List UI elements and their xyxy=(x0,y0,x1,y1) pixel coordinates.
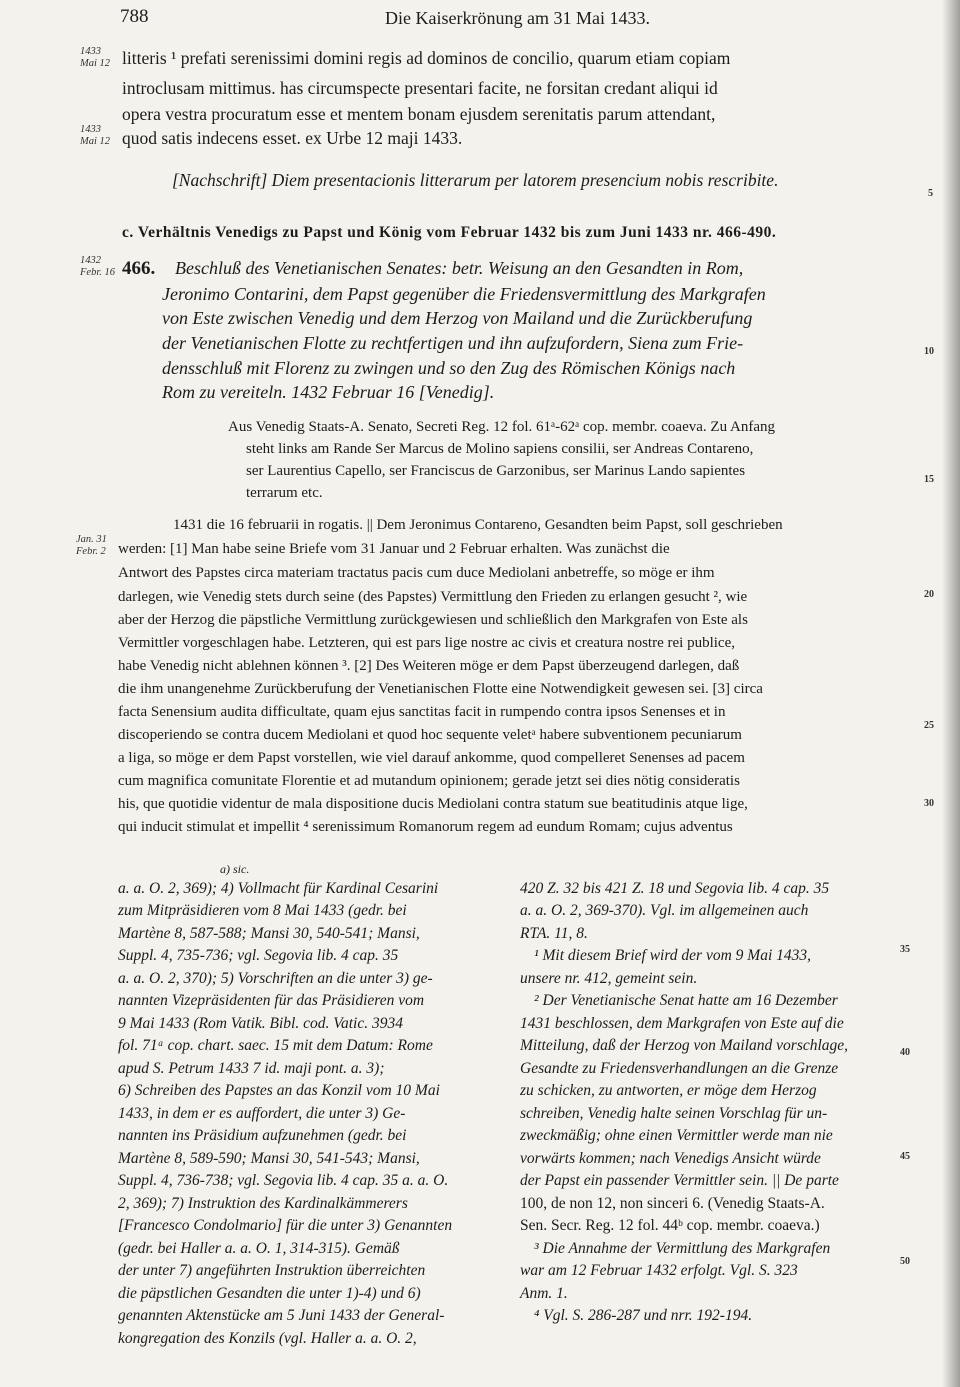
margin-date-1: 1433 Mai 12 xyxy=(80,46,111,69)
body-line: werden: [1] Man habe seine Briefe vom 31 Januar und 2 Februar erhalten. Was zunächst die xyxy=(118,541,670,557)
footnote-line: die päpstlichen Gesandten die unter 1)-4) und 6) xyxy=(118,1285,421,1302)
body-line: 1431 die 16 februarii in rogatis. || Dem Jeronimus Contareno, Gesandten beim Papst, soll geschrieben xyxy=(173,517,783,533)
line-number-40: 40 xyxy=(900,1047,910,1058)
line-number-45: 45 xyxy=(900,1151,910,1162)
margin-date-4: Jan. 31 Febr. 2 xyxy=(76,534,107,557)
footnote-line: zu schicken, zu antworten, er möge dem Herzog xyxy=(520,1082,817,1099)
footnote-line: Sen. Secr. Reg. 12 fol. 44ᵇ cop. membr. coaeva.) xyxy=(520,1217,820,1234)
footnote-line: der Papst ein passender Vermittler sein. || De parte xyxy=(520,1172,839,1189)
body-line: qui inducit stimulat et impellit ⁴ serenissimum Romanorum regem ad eundum Romam; cujus adventus xyxy=(118,819,733,835)
footnote-line: ³ Die Annahme der Vermittlung des Markgrafen xyxy=(534,1240,831,1257)
footnote-line: 1433, in dem er es auffordert, die unter 3) Ge- xyxy=(118,1105,406,1122)
section-heading: c. Verhältnis Venedigs zu Papst und König vom Februar 1432 bis zum Juni 1433 nr. 466-490. xyxy=(122,224,777,241)
running-title: Die Kaiserkrönung am 31 Mai 1433. xyxy=(385,8,650,28)
text-line: introclusam mittimus. has circumspecte presentari facite, ne forsitan credant aliqui id xyxy=(122,78,718,98)
margin-date-2: 1433 Mai 12 xyxy=(80,124,111,147)
footnote-line: 100, de non 12, non sinceri 6. (Venedig Staats-A. xyxy=(520,1195,825,1212)
footnote-line: Martène 8, 587-588; Mansi 30, 540-541; Mansi, xyxy=(118,925,420,942)
footnote-line: nannten ins Präsidium aufzunehmen (gedr. bei xyxy=(118,1127,407,1144)
footnote-line: war am 12 Februar 1432 erfolgt. Vgl. S. 323 xyxy=(520,1262,798,1279)
footnote-line: unsere nr. 412, gemeint sein. xyxy=(520,970,698,987)
line-number-20: 20 xyxy=(924,589,934,600)
footnote-line: Mitteilung, daß der Herzog von Mailand vorschlage, xyxy=(520,1037,849,1054)
summary-line: Jeronimo Contarini, dem Papst gegenüber die Friedensvermittlung des Markgrafen xyxy=(162,284,766,304)
line-number-50: 50 xyxy=(900,1256,910,1267)
entry-number: 466. xyxy=(122,258,156,279)
footnote-line: ² Der Venetianische Senat hatte am 16 Dezember xyxy=(534,992,838,1009)
line-number-5: 5 xyxy=(928,188,933,199)
footnote-line: genannten Aktenstücke am 5 Juni 1433 der General- xyxy=(118,1307,445,1324)
footnote-line: [Francesco Condolmario] für die unter 3) Genannten xyxy=(118,1217,453,1234)
footnote-line: ¹ Mit diesem Brief wird der vom 9 Mai 1433, xyxy=(534,947,812,964)
line-number-10: 10 xyxy=(924,346,934,357)
line-number-30: 30 xyxy=(924,798,934,809)
body-line: aber der Herzog die päpstliche Vermittlung zurückgewiesen und schließlich den Markgrafen von Este als xyxy=(118,612,748,628)
footnote-line: (gedr. bei Haller a. a. O. 1, 314-315). Gemäß xyxy=(118,1240,400,1257)
body-line: habe Venedig nicht ablehnen können ³. [2] Des Weiteren möge er dem Papst überzeugend darlegen, daß xyxy=(118,658,740,674)
footnote-line: fol. 71ᵃ cop. chart. saec. 15 mit dem Datum: Rome xyxy=(118,1037,433,1054)
footnote-line: Suppl. 4, 735-736; vgl. Segovia lib. 4 cap. 35 xyxy=(118,947,399,964)
footnote-line: zum Mitpräsidieren vom 8 Mai 1433 (gedr. bei xyxy=(118,902,407,919)
footnote-line: 6) Schreiben des Papstes an das Konzil vom 10 Mai xyxy=(118,1082,440,1099)
footnote-line: RTA. 11, 8. xyxy=(520,925,588,942)
footnote-line: a. a. O. 2, 369-370). Vgl. im allgemeinen auch xyxy=(520,902,809,919)
body-line: die ihm unangenehme Zurückberufung der Venetianischen Flotte eine Notwendigkeit gewesen sei. [3] circa xyxy=(118,681,763,697)
summary-line: Rom zu vereiteln. 1432 Februar 16 [Venedig]. xyxy=(162,382,495,402)
text-line: quod satis indecens esset. ex Urbe 12 maji 1433. xyxy=(122,128,463,148)
body-line: a liga, so möge er dem Papst vorstellen, wie viel darauf ankomme, quod compelleret Senenses ad pacem xyxy=(118,750,745,766)
footnote-a: a) sic. xyxy=(220,862,250,876)
summary-line: der Venetianischen Flotte zu rechtfertigen und ihn aufzufordern, Siena zum Frie- xyxy=(162,333,744,353)
text-line: opera vestra procuratum esse et mentem bonam ejusdem serenitatis parum attendant, xyxy=(122,104,716,124)
footnote-line: der unter 7) angeführten Instruktion überreichten xyxy=(118,1262,426,1279)
footnote-line: schreiben, Venedig halte seinen Vorschlag für un- xyxy=(520,1105,828,1122)
footnote-line: 420 Z. 32 bis 421 Z. 18 und Segovia lib. 4 cap. 35 xyxy=(520,880,830,897)
body-line: Vermittler vorgeschlagen habe. Letzteren, qui est pars lige nostre ac civis et creatura nostre rei publice, xyxy=(118,635,735,651)
line-number-25: 25 xyxy=(924,720,934,731)
margin-date-3: 1432 Febr. 16 xyxy=(80,255,115,278)
page-number: 788 xyxy=(120,6,149,27)
footnote-line: Suppl. 4, 736-738; vgl. Segovia lib. 4 cap. 35 a. a. O. xyxy=(118,1172,449,1189)
summary-line: von Este zwischen Venedig und dem Herzog von Mailand und die Zurückberufung xyxy=(162,308,753,328)
page-edge-shadow xyxy=(942,0,960,1387)
source-line: terrarum etc. xyxy=(246,485,323,501)
text-line: litteris ¹ prefati serenissimi domini regis ad dominos de concilio, quarum etiam copiam xyxy=(122,48,731,68)
source-line: steht links am Rande Ser Marcus de Molino sapiens consilii, ser Andreas Contareno, xyxy=(246,441,754,457)
footnote-line: vorwärts kommen; nach Venedigs Ansicht würde xyxy=(520,1150,821,1167)
body-line: discoperiendo se contra ducem Mediolani et quod hoc sequente veletᵃ habere subventionem pecuniarum xyxy=(118,727,742,743)
footnote-line: apud S. Petrum 1433 7 id. maji pont. a. 3); xyxy=(118,1060,385,1077)
footnote-line: nannten Vizepräsidenten für das Präsidieren vom xyxy=(118,992,425,1009)
footnote-line: Anm. 1. xyxy=(520,1285,568,1302)
line-number-35: 35 xyxy=(900,944,910,955)
footnote-line: a. a. O. 2, 369); 4) Vollmacht für Kardinal Cesarini xyxy=(118,880,439,897)
summary-line: Beschluß des Venetianischen Senates: betr. Weisung an den Gesandten in Rom, xyxy=(175,258,744,278)
body-line: Antwort des Papstes circa materiam tractatus pacis cum duce Mediolani anbetreffe, so möge er ihm xyxy=(118,565,715,581)
summary-line: densschluß mit Florenz zu zwingen und so den Zug des Römischen Königs nach xyxy=(162,358,736,378)
footnote-line: ⁴ Vgl. S. 286-287 und nrr. 192-194. xyxy=(534,1307,753,1324)
body-line: facta Senensium audita difficultate, quam ejus sanctitas facit in rumpendo contra ipsos Senenses et in xyxy=(118,704,726,720)
source-line: ser Laurentius Capello, ser Franciscus de Garzonibus, ser Marinus Lando sapientes xyxy=(246,463,746,479)
footnote-line: 1431 beschlossen, dem Markgrafen von Este auf die xyxy=(520,1015,844,1032)
body-line: his, que quotidie videntur de mala dispositione ducis Mediolani contra statum sue beatitudinis atque lige, xyxy=(118,796,748,812)
footnote-line: zweckmäßig; ohne einen Vermittler werde man nie xyxy=(520,1127,833,1144)
source-line: Aus Venedig Staats-A. Senato, Secreti Reg. 12 fol. 61ᵃ-62ᵃ cop. membr. coaeva. Zu Anfang xyxy=(228,419,775,435)
line-number-15: 15 xyxy=(924,474,934,485)
footnote-line: Martène 8, 589-590; Mansi 30, 541-543; Mansi, xyxy=(118,1150,420,1167)
footnote-line: 9 Mai 1433 (Rom Vatik. Bibl. cod. Vatic. 3934 xyxy=(118,1015,403,1032)
body-line: cum magnifica comunitate Florentie et ad mutandum opinionem; gerade jetzt sei dies nötig consideratis xyxy=(118,773,740,789)
footnote-line: kongregation des Konzils (vgl. Haller a. a. O. 2, xyxy=(118,1330,417,1347)
footnote-line: a. a. O. 2, 370); 5) Vorschriften an die unter 3) ge- xyxy=(118,970,433,987)
footnote-line: 2, 369); 7) Instruktion des Kardinalkämmerers xyxy=(118,1195,408,1212)
body-line: darlegen, wie Venedig stets durch seine (des Papstes) Vermittlung den Frieden zu erlangen gesucht ², wie xyxy=(118,589,748,605)
footnote-line: Gesandte zu Friedensverhandlungen an die Grenze xyxy=(520,1060,839,1077)
postscript: [Nachschrift] Diem presentacionis litterarum per latorem presencium nobis rescribite. xyxy=(172,170,779,190)
